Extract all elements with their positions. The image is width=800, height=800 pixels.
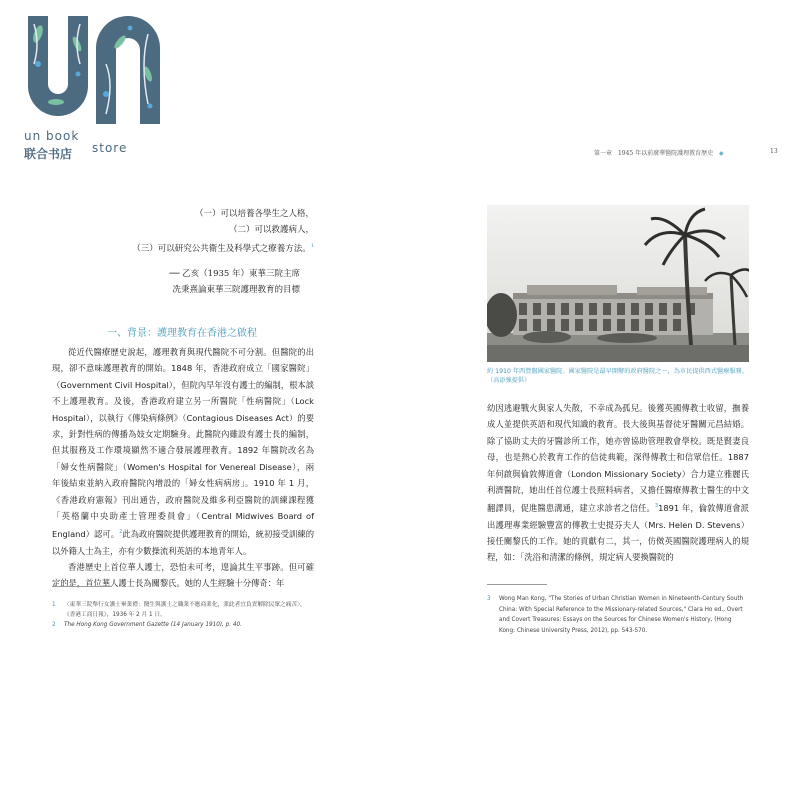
footnote-divider	[52, 586, 112, 587]
running-head	[594, 148, 764, 157]
footnote: 2 The Hong Kong Government Gazette (14 January 1910), p. 40.	[52, 622, 242, 628]
epigraph	[132, 206, 314, 257]
un-logo	[22, 14, 162, 164]
svg-text:store: store	[92, 141, 128, 155]
body-text	[487, 400, 749, 566]
footnote-mark[interactable]: 2	[119, 529, 123, 536]
epigraph-line: （二）可以救護病人，	[228, 225, 314, 235]
un-logo-icon	[22, 14, 162, 164]
footnotes	[487, 594, 749, 636]
epigraph-line: （三）可以研究公共衛生及科學式之療養方法。$^1$	[132, 243, 314, 254]
footnote: 1 〈東華三院舉行女護士畢業禮：醫生與護士之職業不應商業化，業此者宜負責解除民眾之痛苦〉，《香港工商日報》，1936 年 2 月 1 日。	[52, 602, 306, 618]
body-text	[52, 344, 314, 592]
photo-caption: 約 1910 年西營盤國家醫院。國家醫院是最早開辦的政府醫院之一，為市民提供西式醫療服務。（高添強提供）	[487, 368, 748, 384]
paragraph: 幼因逃避戰火與家人失散，不幸成為孤兒。後獲英國傳教士收留，撫養成人並提供英語和現代知識的教育。長大後與基督徒牙醫關元昌結婚。除了協助丈夫的牙醫診所工作，她亦曾協助管理教會學校。既是賢妻良母，也是熱心於教育工作的信徒典範，深得傳教士和信眾信任。1887 年何啟與倫敦傳道會（London Missionary Society）合力建立雅麗氏利濟醫院，她出任首位護士長照料病者，又擔任醫療傳教士醫生的中文翻譯員，促進醫患溝通，建立求診者之信任。$^3$1891 年，倫敦傳道會派出護理專業經驗豐富的傳教士史提芬夫人（Mrs. Helen D. Stevens）接任關黎氏的工作。她的貢獻有二，其一，仿傚英國醫院護理病人的規程，如：「洗浴和清潔的條例，規定病人要換醫院的	[487, 403, 749, 563]
hospital-photo	[487, 205, 749, 362]
separator-dot-icon: ◆	[719, 150, 724, 157]
footnote-mark[interactable]: 1	[310, 243, 314, 249]
footnotes	[52, 600, 314, 630]
svg-text:联合书店: 联合书店	[24, 147, 73, 161]
svg-text:un book: un book	[24, 129, 80, 143]
footnote-mark[interactable]: 3	[654, 503, 659, 510]
page-number: 13	[770, 148, 778, 155]
footnote-divider	[487, 584, 547, 585]
footnote: 3 Wong Man Kong, "The Stories of Urban Christian Women in Nineteenth-Century South China: With Special Reference to the Missionary-related Sources," Clara Ho ed., Overt and Covert Treasures: Essays on the Sources for Chinese Women's History, (Hong Kong: Chinese University Press, 2012), pp. 543-570.	[487, 596, 744, 634]
paragraph: 香港歷史上首位華人護士，恐怕未可考，遑論其生平事跡。但可確定的是，首位華人護士長為關黎氏。她的人生經驗十分傳奇：年	[52, 562, 314, 589]
paragraph: 從近代醫療歷史說起，護理教育與現代醫院不可分割。但醫院的出現，卻不意味護理教育的開始。1848 年，香港政府成立「國家醫院」（Government Civil Hospital），但院內早年沒有護士的編制，根本談不上護理教育。及後，香港政府建立另一所醫院「性病醫院」（Lock Hospital），以執行《傳染病條例》（Contagious Diseases Act）的要求，針對性病的傳播為妓女定期驗身。此醫院內雖設有護士長的編制，但其服務及工作環境顯然不適合發展護理教育。1892 年醫院改名為「婦女性病醫院」（Women's Hospital for Venereal Disease），兩年後結束並納入政府醫院內增設的「婦女性病病房」。1910 年 1 月，《香港政府憲報》刊出通告，政府醫院及維多利亞醫院的訓練課程獲「英格蘭中央助產士管理委員會」（Central Midwives Board of England）認可。$^2$此為政府醫院提供護理教育的開始，統初接受訓練的以外籍人士為主，亦有少數操流利英語的本地青年人。	[52, 347, 314, 556]
epigraph-attribution: ── 乙亥（1935 年）東華三院主席 冼秉熹論東華三院護理教育的目標	[169, 269, 300, 295]
chapter-label: 第一章	[594, 150, 613, 157]
running-title: 1945 年以前廣華醫院護理教育歷史	[617, 150, 714, 157]
epigraph-line: （一）可以培養各學生之人格，	[194, 209, 314, 219]
section-title: 一、背景：護理教育在香港之啟程	[107, 328, 257, 339]
